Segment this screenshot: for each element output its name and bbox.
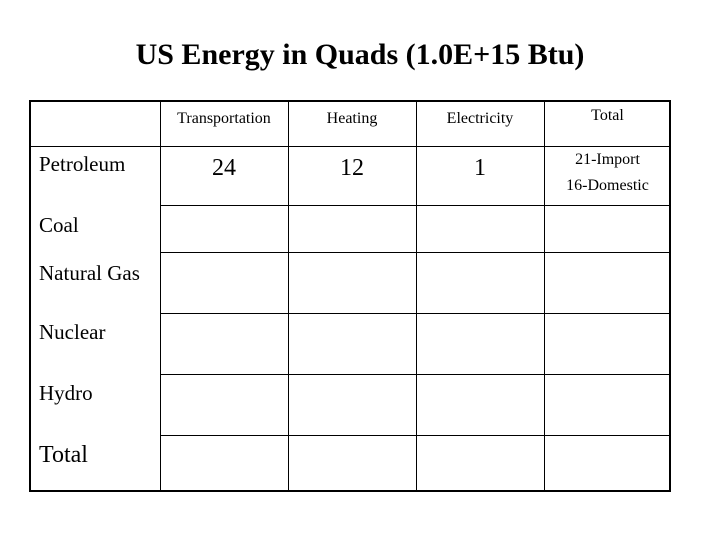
row-divider: [160, 374, 669, 375]
row-label-nuclear: Nuclear: [39, 320, 106, 344]
row-divider: [160, 205, 669, 206]
row-divider: [31, 146, 160, 147]
cell-petroleum-total-domestic: 16-Domestic: [566, 177, 649, 194]
row-divider: [160, 313, 669, 314]
cell-petroleum-heating: 12: [340, 155, 364, 181]
header-electricity: Electricity: [446, 110, 514, 127]
row-label-total: Total: [39, 442, 88, 468]
row-divider: [160, 435, 669, 436]
cell-petroleum-electricity: 1: [474, 155, 486, 181]
row-divider: [160, 252, 669, 253]
row-label-coal: Coal: [39, 213, 79, 237]
page-title: US Energy in Quads (1.0E+15 Btu): [135, 38, 585, 71]
header-transportation: Transportation: [177, 110, 271, 127]
header-total: Total: [591, 107, 624, 124]
energy-table: [29, 100, 671, 492]
header-heating: Heating: [326, 110, 378, 127]
row-label-petroleum: Petroleum: [39, 152, 126, 176]
cell-petroleum-transportation: 24: [212, 155, 236, 181]
cell-petroleum-total-import: 21-Import: [575, 151, 640, 168]
row-label-natural-gas: Natural Gas: [39, 261, 140, 285]
row-label-hydro: Hydro: [39, 381, 93, 405]
